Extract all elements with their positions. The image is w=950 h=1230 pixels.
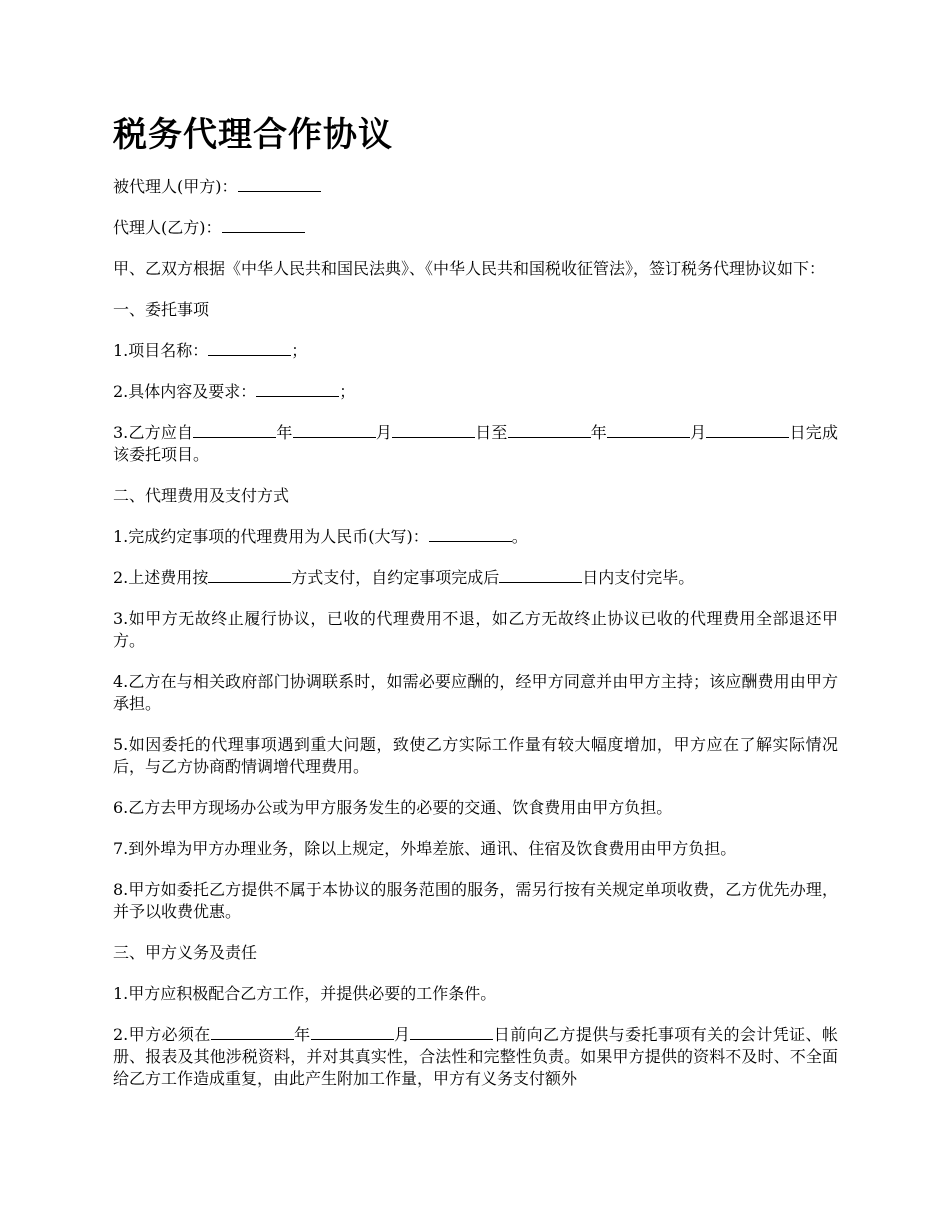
paragraph-text: 3.如甲方无故终止履行协议，已收的代理费用不退，如乙方无故终止协议已收的代理费用全部退还甲方。: [113, 609, 838, 650]
paragraph-text: 甲、乙双方根据《中华人民共和国民法典》、《中华人民共和国税收征管法》，签订税务代理协议如下：: [113, 259, 826, 278]
paragraph-s3-2: [113, 1024, 838, 1090]
paragraph-text: 5.如因委托的代理事项遇到重大问题，致使乙方实际工作量有较大幅度增加，甲方应在了解实际情况后，与乙方协商酌情调增代理费用。: [113, 735, 838, 776]
fill-in-blank[interactable]: [211, 1024, 294, 1040]
paragraph-text: 一、委托事项: [113, 300, 210, 319]
document-title: 税务代理合作协议: [113, 115, 393, 155]
paragraph-s2-7: [113, 838, 838, 860]
fill-in-blank[interactable]: [392, 422, 475, 438]
paragraph-s2-6: [113, 797, 838, 819]
paragraph-text: 年: [590, 423, 607, 442]
paragraph-text: 2.甲方必须在: [113, 1025, 211, 1044]
paragraph-s2: [113, 485, 838, 507]
paragraph-s2-8: [113, 879, 838, 923]
paragraph-text: 方式支付，自约定事项完成后: [291, 568, 500, 587]
paragraph-text: 。: [511, 527, 528, 546]
paragraph-text: 7.到外埠为甲方办理业务，除以上规定，外埠差旅、通讯、住宿及饮食费用由甲方负担。: [113, 839, 737, 858]
paragraph-text: 月: [689, 423, 707, 442]
paragraph-text: 被代理人(甲方)：: [113, 177, 238, 196]
paragraph-text: 月: [393, 1025, 411, 1044]
fill-in-blank[interactable]: [208, 567, 291, 583]
paragraph-text: 1.完成约定事项的代理费用为人民币(大写)：: [113, 527, 429, 546]
paragraph-s1-2: [113, 381, 838, 403]
paragraph-text: 4.乙方在与相关政府部门协调联系时，如需必要应酬的，经甲方同意并由甲方主持；该应酬费用由甲方承担。: [113, 672, 838, 713]
paragraph-text: 日前向乙方提供与委托事项有关的会计凭证、帐册、报表及其他涉税资料，并对其真实性，合法性和完整性负责。如果甲方提供的资料不及时、不全面给乙方工作造成重复，由此产生附加工作量，甲方有义务支付额外: [113, 1025, 838, 1088]
paragraph-s1: [113, 299, 838, 321]
paragraph-text: ；: [339, 382, 356, 401]
paragraph-s3-1: [113, 983, 838, 1005]
paragraph-text: 1.甲方应积极配合乙方工作，并提供必要的工作条件。: [113, 984, 497, 1003]
paragraph-text: 年: [276, 423, 293, 442]
paragraph-text: 日至: [475, 423, 508, 442]
paragraph-text: 2.上述费用按: [113, 568, 209, 587]
fill-in-blank[interactable]: [706, 422, 789, 438]
paragraph-text: 日内支付完毕。: [582, 568, 695, 587]
paragraph-text: 二、代理费用及支付方式: [113, 486, 290, 505]
fill-in-blank[interactable]: [208, 340, 291, 356]
fill-in-blank[interactable]: [607, 422, 690, 438]
paragraph-text: 6.乙方去甲方现场办公或为甲方服务发生的必要的交通、饮食费用由甲方负担。: [113, 798, 673, 817]
fill-in-blank[interactable]: [256, 381, 339, 397]
paragraph-principal: [113, 176, 838, 198]
paragraph-text: 年: [293, 1025, 311, 1044]
paragraph-text: ；: [291, 341, 308, 360]
paragraph-intro: [113, 258, 838, 280]
paragraph-text: 代理人(乙方)：: [113, 218, 222, 237]
paragraph-agent: [113, 217, 838, 239]
paragraph-text: 2.具体内容及要求：: [113, 382, 257, 401]
paragraph-s2-1: [113, 526, 838, 548]
paragraph-s2-5: [113, 734, 838, 778]
paragraph-s1-3: [113, 422, 838, 466]
paragraph-text: 日完成该委托项目。: [113, 423, 838, 464]
fill-in-blank[interactable]: [238, 176, 321, 192]
fill-in-blank[interactable]: [311, 1024, 394, 1040]
fill-in-blank[interactable]: [193, 422, 276, 438]
paragraph-s2-4: [113, 671, 838, 715]
paragraph-text: 月: [375, 423, 393, 442]
fill-in-blank[interactable]: [499, 567, 582, 583]
paragraph-s2-2: [113, 567, 838, 589]
paragraph-s3: [113, 942, 838, 964]
paragraph-text: 1.项目名称：: [113, 341, 209, 360]
paragraph-s2-3: [113, 608, 838, 652]
fill-in-blank[interactable]: [410, 1024, 493, 1040]
fill-in-blank[interactable]: [293, 422, 376, 438]
fill-in-blank[interactable]: [222, 217, 305, 233]
paragraph-text: 8.甲方如委托乙方提供不属于本协议的服务范围的服务，需另行按有关规定单项收费，乙方优先办理，并予以收费优惠。: [113, 880, 838, 921]
paragraph-s1-1: [113, 340, 838, 362]
document-page: [113, 112, 838, 1109]
paragraph-text: 三、甲方义务及责任: [113, 943, 258, 962]
paragraph-text: 3.乙方应自: [113, 423, 194, 442]
fill-in-blank[interactable]: [429, 526, 512, 542]
fill-in-blank[interactable]: [508, 422, 591, 438]
document-body: [113, 176, 838, 1090]
